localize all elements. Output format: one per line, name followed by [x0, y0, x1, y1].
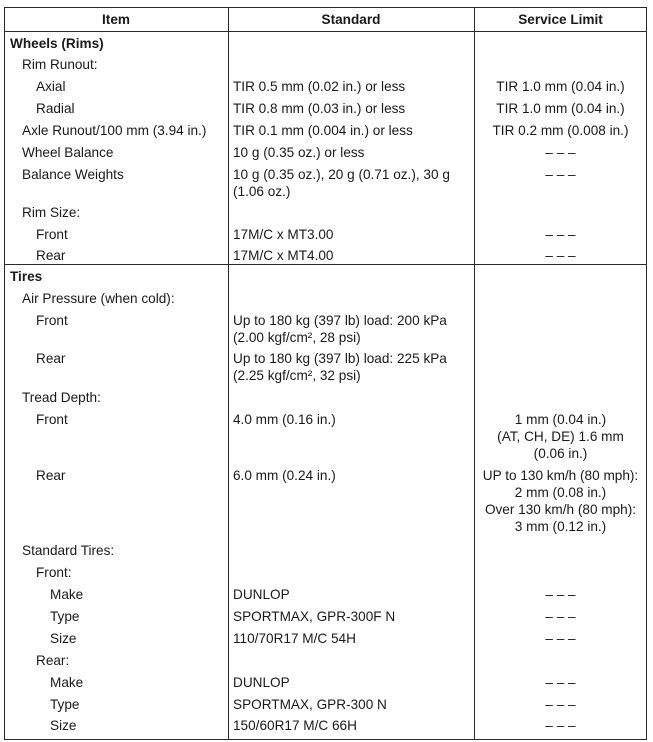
- row-limit-front-make: – – –: [545, 587, 576, 602]
- row-standard-rear-size: 150/60R17 M/C 66H: [233, 718, 357, 733]
- row-limit-td-front-line1: 1 mm (0.04 in.): [514, 412, 607, 427]
- section-divider: [4, 264, 647, 265]
- row-label-rear-size: Size: [50, 718, 77, 733]
- row-label-rear-type: Type: [50, 697, 80, 712]
- column-divider: [228, 7, 229, 740]
- row-standard-rim-front: 17M/C x MT3.00: [233, 227, 334, 242]
- row-label-ap-rear: Rear: [36, 351, 66, 366]
- row-label-axial: Axial: [36, 79, 66, 94]
- row-limit-td-front-line2: (AT, CH, DE) 1.6 mm: [497, 429, 624, 444]
- row-label-ap-front: Front: [36, 313, 68, 328]
- row-standard-front-size: 110/70R17 M/C 54H: [233, 631, 356, 646]
- row-standard-rear-make: DUNLOP: [233, 675, 290, 690]
- row-limit-balance-weights: – – –: [545, 167, 576, 182]
- row-standard-ap-rear-line1: Up to 180 kg (397 lb) load: 225 kPa: [233, 351, 447, 366]
- row-standard-rear-type: SPORTMAX, GPR-300 N: [233, 697, 387, 712]
- row-limit-radial: TIR 1.0 mm (0.04 in.): [496, 101, 625, 116]
- row-label-front-type: Type: [50, 609, 80, 624]
- row-standard-td-rear: 6.0 mm (0.24 in.): [233, 468, 336, 483]
- group-rim-size: Rim Size:: [22, 205, 81, 220]
- section-title-wheels: Wheels (Rims): [10, 36, 104, 51]
- row-standard-wheel-balance: 10 g (0.35 oz.) or less: [233, 145, 365, 160]
- row-standard-radial: TIR 0.8 mm (0.03 in.) or less: [233, 101, 406, 116]
- row-standard-axial: TIR 0.5 mm (0.02 in.) or less: [233, 79, 406, 94]
- row-limit-td-rear-line4: 3 mm (0.12 in.): [514, 519, 607, 534]
- row-limit-rear-type: – – –: [545, 697, 576, 712]
- group-standard-tires: Standard Tires:: [22, 543, 115, 558]
- section-title-tires: Tires: [10, 269, 43, 284]
- group-standard-tires-rear: Rear:: [36, 653, 70, 668]
- row-standard-balance-weights-line1: 10 g (0.35 oz.), 20 g (0.71 oz.), 30 g: [233, 167, 450, 182]
- row-limit-rear-make: – – –: [545, 675, 576, 690]
- row-limit-wheel-balance: – – –: [545, 145, 576, 160]
- row-limit-rear-size: – – –: [545, 718, 576, 733]
- row-label-rim-front: Front: [36, 227, 68, 242]
- group-tread-depth: Tread Depth:: [22, 390, 101, 405]
- row-label-axle-runout: Axle Runout/100 mm (3.94 in.): [22, 123, 207, 138]
- row-limit-td-rear-line1: UP to 130 km/h (80 mph):: [482, 468, 639, 483]
- row-limit-axial: TIR 1.0 mm (0.04 in.): [496, 79, 625, 94]
- row-label-radial: Radial: [36, 101, 75, 116]
- row-label-rear-make: Make: [50, 675, 84, 690]
- header-divider: [4, 31, 647, 32]
- row-limit-rim-front: – – –: [545, 227, 576, 242]
- row-limit-front-type: – – –: [545, 609, 576, 624]
- row-limit-axle-runout: TIR 0.2 mm (0.008 in.): [492, 123, 629, 138]
- header-standard: Standard: [321, 12, 381, 27]
- group-air-pressure: Air Pressure (when cold):: [22, 291, 175, 306]
- row-standard-front-make: DUNLOP: [233, 587, 290, 602]
- row-limit-rim-rear: – – –: [545, 248, 576, 263]
- row-standard-front-type: SPORTMAX, GPR-300F N: [233, 609, 396, 624]
- row-limit-td-rear-line2: 2 mm (0.08 in.): [514, 485, 607, 500]
- row-standard-ap-front-line1: Up to 180 kg (397 lb) load: 200 kPa: [233, 313, 447, 328]
- row-label-front-make: Make: [50, 587, 84, 602]
- row-label-balance-weights: Balance Weights: [22, 167, 124, 182]
- row-limit-td-front-line3: (0.06 in.): [533, 446, 588, 461]
- group-rim-runout: Rim Runout:: [22, 57, 98, 72]
- header-item: Item: [102, 12, 130, 27]
- row-label-td-rear: Rear: [36, 468, 66, 483]
- row-standard-balance-weights-line2: (1.06 oz.): [233, 184, 291, 199]
- row-standard-axle-runout: TIR 0.1 mm (0.004 in.) or less: [233, 123, 413, 138]
- row-standard-td-front: 4.0 mm (0.16 in.): [233, 412, 336, 427]
- row-label-front-size: Size: [50, 631, 77, 646]
- row-standard-ap-rear-line2: (2.25 kgf/cm², 32 psi): [233, 368, 361, 383]
- header-service-limit: Service Limit: [518, 12, 603, 27]
- group-standard-tires-front: Front:: [36, 565, 72, 580]
- row-standard-ap-front-line2: (2.00 kgf/cm², 28 psi): [233, 330, 361, 345]
- row-label-td-front: Front: [36, 412, 68, 427]
- row-limit-front-size: – – –: [545, 631, 576, 646]
- row-standard-rim-rear: 17M/C x MT4.00: [233, 248, 334, 263]
- row-label-wheel-balance: Wheel Balance: [22, 145, 114, 160]
- row-limit-td-rear-line3: Over 130 km/h (80 mph):: [484, 502, 637, 517]
- row-label-rim-rear: Rear: [36, 248, 66, 263]
